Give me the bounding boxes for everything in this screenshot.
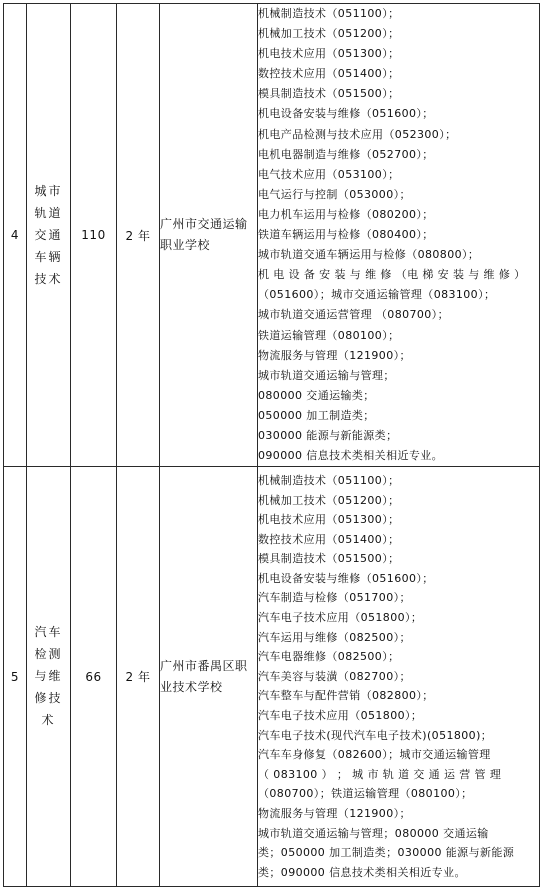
eligible-major-entry: 模具制造技术（051500）； (258, 552, 400, 566)
eligible-major-entry: 汽车电子技术(现代汽车电子技术)(051800)； (258, 728, 493, 742)
table-row (4, 467, 540, 887)
eligible-major-entry: 铁道车辆运用与检修（080400）； (258, 228, 434, 242)
eligible-major-entry: 080000 交通运输类； (258, 388, 375, 402)
eligible-major-entry: 电力机车运用与检修（080200）； (258, 207, 434, 221)
row-number-cell (4, 4, 27, 467)
eligible-major-entry: 城市轨道交通运营管理 （080700）； (258, 308, 449, 322)
major-name-line: 交通 (34, 227, 63, 242)
eligible-major-entry: 050000 加工制造类； (258, 408, 375, 422)
eligible-major-entry: 物流服务与管理（121900）； (258, 807, 411, 821)
eligible-majors-list (258, 471, 539, 882)
eligible-majors-cell (258, 4, 540, 467)
table-row (4, 4, 540, 467)
enrollment-count-cell (71, 467, 117, 887)
eligible-major-entry: （051600）；城市交通运输管理（083100）； (258, 288, 496, 302)
major-name-line: 术 (41, 713, 56, 728)
eligible-major-entry: 城市轨道交通运输与管理；080000 交通运输 (258, 826, 489, 840)
school-name: 广州市番禺区职业技术学校 (160, 658, 248, 694)
eligible-major-entry: 机电技术应用（051300）； (258, 47, 400, 61)
eligible-major-entry: 汽车电子技术应用（051800）； (258, 709, 423, 723)
major-name-line: 汽车 (34, 625, 63, 640)
eligible-major-entry: 类；090000 信息技术类相关相近专业。 (258, 865, 466, 879)
eligible-major-entry: 数控技术应用（051400）； (258, 67, 400, 81)
eligible-major-entry: 电气运行与控制（053000）； (258, 187, 411, 201)
eligible-major-entry: 机电产品检测与技术应用（052300）； (258, 127, 457, 141)
eligible-major-entry: 机电技术应用（051300）； (258, 513, 400, 527)
eligible-major-entry: 汽车制造与检修（051700）； (258, 591, 411, 605)
eligible-major-entry: 类；050000 加工制造类；030000 能源与新能源 (258, 846, 515, 860)
duration: 2 年 (125, 670, 151, 685)
duration-cell (117, 4, 160, 467)
eligible-major-entry: 数控技术应用（051400）； (258, 532, 400, 546)
eligible-major-entry: 机械制造技术（051100）； (258, 473, 400, 487)
eligible-major-entry: 铁道运输管理（080100）； (258, 328, 400, 342)
eligible-major-entry: 机 电 设 备 安 装 与 维 修 （电 梯 安 装 与 维 修 ） (258, 268, 526, 282)
enrollment-count: 66 (85, 669, 102, 684)
major-name-line: 修技 (34, 691, 63, 706)
recruitment-table (3, 3, 540, 887)
eligible-major-entry: 城市轨道交通车辆运用与检修（080800）； (258, 248, 480, 262)
major-name-line: 与维 (34, 669, 63, 684)
row-number: 4 (10, 228, 20, 243)
duration: 2 年 (125, 228, 151, 243)
eligible-major-entry: 模具制造技术（051500）； (258, 87, 400, 101)
enrollment-count-cell (71, 4, 117, 467)
major-name-line: 轨道 (34, 205, 63, 220)
school-cell (160, 4, 258, 467)
major-name-line: 技术 (34, 271, 63, 286)
eligible-major-entry: 机电设备安装与维修（051600）； (258, 107, 434, 121)
row-number: 5 (10, 669, 20, 684)
eligible-major-entry: （080700）；铁道运输管理（080100）； (258, 787, 473, 801)
major-name-line: 城市 (34, 183, 63, 198)
eligible-major-entry: 机械制造技术（051100）； (258, 7, 400, 20)
eligible-major-entry: 机械加工技术（051200）； (258, 27, 400, 41)
major-name-cell (27, 467, 71, 887)
eligible-majors-cell (258, 467, 540, 887)
major-name (27, 623, 70, 730)
eligible-major-entry: 电机电器制造与维修（052700）； (258, 147, 434, 161)
school-cell (160, 467, 258, 887)
eligible-major-entry: 汽车运用与维修（082500）； (258, 630, 411, 644)
eligible-major-entry: 物流服务与管理（121900）； (258, 348, 411, 362)
eligible-major-entry: 汽车电子技术应用（051800）； (258, 611, 423, 625)
eligible-major-entry: 030000 能源与新能源类； (258, 428, 398, 442)
eligible-major-entry: 汽车电器维修（082500）； (258, 650, 400, 664)
duration-cell (117, 467, 160, 887)
table-body (4, 4, 540, 887)
eligible-major-entry: 汽车整车与配件营销（082800）； (258, 689, 434, 703)
eligible-major-entry: 汽车车身修复（082600）；城市交通运输管理 (258, 748, 491, 762)
row-number-cell (4, 467, 27, 887)
eligible-major-entry: （ 083100 ） ； 城 市 轨 道 交 通 运 营 管 理 (258, 767, 502, 781)
eligible-major-entry: 机电设备安装与维修（051600）； (258, 571, 434, 585)
eligible-major-entry: 城市轨道交通运输与管理； (258, 368, 395, 382)
major-name-line: 检测 (34, 647, 63, 662)
enrollment-count: 110 (81, 228, 106, 243)
major-name-line: 车辆 (34, 249, 63, 264)
eligible-major-entry: 机械加工技术（051200）； (258, 493, 400, 507)
eligible-majors-list (258, 4, 539, 466)
major-name (27, 182, 70, 289)
school-name: 广州市交通运输职业学校 (160, 217, 248, 253)
major-name-cell (27, 4, 71, 467)
eligible-major-entry: 电气技术应用（053100）； (258, 167, 400, 181)
eligible-major-entry: 汽车美容与装潢（082700）； (258, 669, 411, 683)
eligible-major-entry: 090000 信息技术类相关相近专业。 (258, 449, 444, 463)
